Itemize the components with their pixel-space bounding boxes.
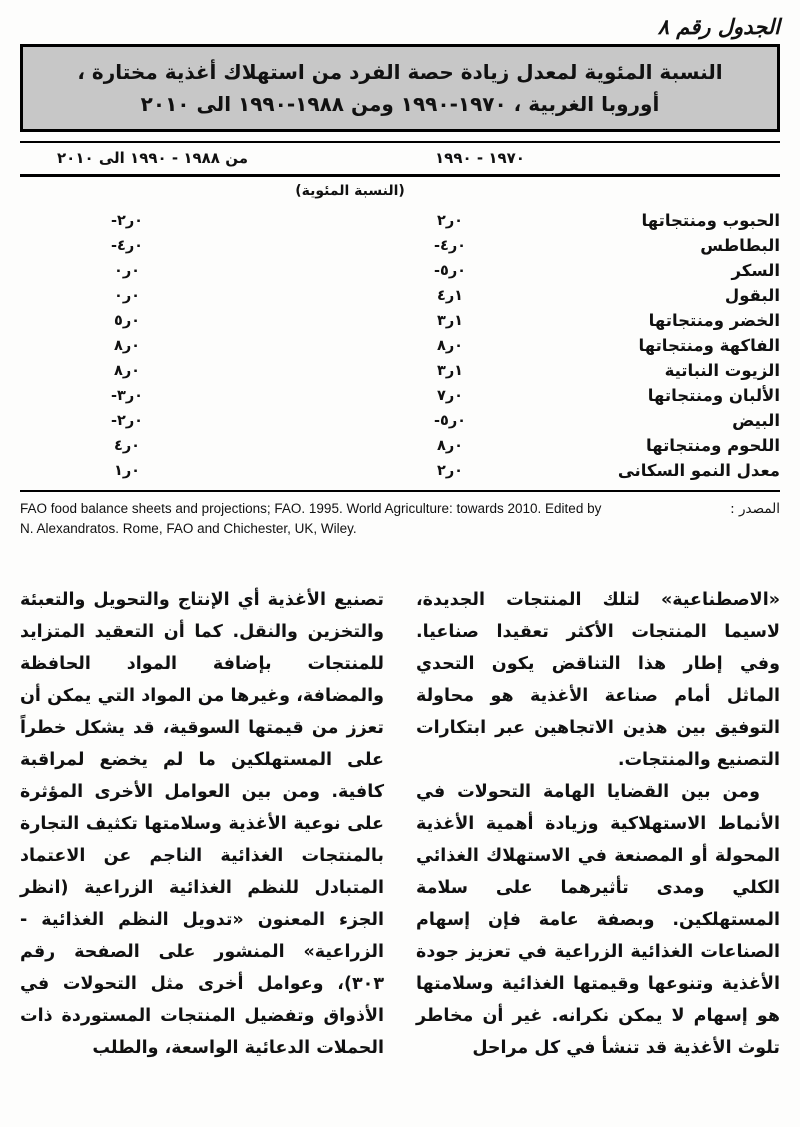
paragraph-right-1: «الاصطناعية» لتلك المنتجات الجديدة، لاسيما المنتجات الأكثر تعقيدا صناعيا. وفي إطار هذا التناقض يكون التحدي الماثل أمام صناعة الأغذية هو محاولة التوفيق بين هذين الاتجاهين عبر ابتكارات التصنيع والمنتجات. bbox=[416, 590, 780, 770]
table-row bbox=[20, 384, 780, 409]
table-row bbox=[20, 359, 780, 384]
value-period2: ٨ر٠ bbox=[113, 363, 141, 379]
row-label: السكر bbox=[731, 261, 780, 280]
value-period2: -٢ر٠ bbox=[110, 413, 144, 429]
value-period2: -٣ر٠ bbox=[110, 388, 144, 404]
row-label: البقول bbox=[724, 286, 780, 305]
value-period1: ٤ر١ bbox=[436, 288, 464, 304]
table-title-box bbox=[20, 44, 780, 132]
value-period2: ١ر٠ bbox=[113, 463, 141, 479]
value-period2: ٠ر٠ bbox=[113, 263, 141, 279]
paragraph-left-1: تصنيع الأغذية أي الإنتاج والتحويل والتعبئة والتخزين والنقل. كما أن التعقيد المتزايد للمنتجات بإضافة المواد الحافظة والمضافة، وغيرها من المواد التي يمكن أن تعزز من قيمتها السوقية، قد يشكل خطراً على المستهلكين ما لم يخضع لمراقبة كافية. ومن بين العوامل الأخرى المؤثرة على نوعية الأغذية وسلامتها تكثيف التجارة بالمنتجات الغذائية الناجم عن الاعتماد المتبادل للنظم الغذائية الزراعية (انظر الجزء المعنون «تدويل النظم الغذائية - الزراعية» المنشور على الصفحة رقم ٣٠٣)، وعوامل أخرى مثل التحولات في الأذواق وتفضيل المنتجات المستوردة ذات الحملات الدعائية الواسعة، والطلب bbox=[20, 590, 384, 1058]
value-period1: -٥ر٠ bbox=[433, 263, 467, 279]
value-period2: -٤ر٠ bbox=[110, 238, 144, 254]
value-period2: ٤ر٠ bbox=[113, 438, 141, 454]
row-label: اللحوم ومنتجاتها bbox=[646, 436, 780, 455]
value-period1: ٢ر٠ bbox=[436, 463, 464, 479]
table-title-line1: النسبة المئوية لمعدل زيادة حصة الفرد من استهلاك أغذية مختارة ، bbox=[77, 60, 723, 84]
source-label: المصدر : bbox=[730, 501, 780, 517]
value-period1: ٧ر٠ bbox=[436, 388, 464, 404]
body-text bbox=[20, 584, 780, 1064]
column-header-period1: ١٩٧٠ - ١٩٩٠ bbox=[435, 149, 525, 167]
source-note bbox=[20, 499, 780, 538]
row-label: الزيوت النباتية bbox=[664, 361, 780, 380]
source-text-line1: FAO food balance sheets and projections; FAO. 1995. World Agriculture: towards 2010. Edited by bbox=[20, 501, 602, 516]
table-row bbox=[20, 334, 780, 359]
table-row bbox=[20, 459, 780, 484]
row-label: الحبوب ومنتجاتها bbox=[641, 211, 780, 230]
row-label: البيض bbox=[732, 411, 780, 430]
paragraph-right-2: ومن بين القضايا الهامة التحولات في الأنماط الاستهلاكية وزيادة أهمية الأغذية المحولة أو المصنعة في الاستهلاك الغذائي الكلي ومدى تأثيرهما على سلامة المستهلكين. وبصفة عامة فإن إسهام الصناعات الغذائية الزراعية في تعزيز جودة الأغذية وتنوعها وقيمتها الغذائية وسلامتها هو إسهام لا يمكن نكرانه. غير أن مخاطر تلوث الأغذية قد تنشأ في كل مراحل bbox=[416, 782, 780, 1058]
table-header-row bbox=[20, 143, 780, 174]
table-row bbox=[20, 209, 780, 234]
body-column-right bbox=[416, 584, 780, 1064]
value-period2: ٥ر٠ bbox=[113, 313, 141, 329]
value-period1: -٤ر٠ bbox=[433, 238, 467, 254]
row-label: معدل النمو السكانى bbox=[617, 461, 780, 480]
column-header-period2: من ١٩٨٨ - ١٩٩٠ الى ٢٠١٠ bbox=[57, 149, 248, 167]
row-label: الخضر ومنتجاتها bbox=[648, 311, 780, 330]
table-caption: الجدول رقم ٨ bbox=[657, 15, 780, 39]
source-text-line2: N. Alexandratos. Rome, FAO and Chichester, UK, Wiley. bbox=[20, 521, 357, 536]
table-body bbox=[20, 207, 780, 490]
table-row bbox=[20, 409, 780, 434]
value-period2: ٠ر٠ bbox=[113, 288, 141, 304]
value-period2: -٢ر٠ bbox=[110, 213, 144, 229]
table-row bbox=[20, 309, 780, 334]
table-title-line2: أوروبا الغربية ، ١٩٧٠-١٩٩٠ ومن ١٩٨٨-١٩٩٠ الى ٢٠١٠ bbox=[140, 92, 660, 116]
unit-note: (النسبة المئوية) bbox=[295, 183, 405, 199]
unit-note-row bbox=[20, 177, 780, 207]
value-period1: ٨ر٠ bbox=[436, 338, 464, 354]
table-row bbox=[20, 434, 780, 459]
value-period1: ٨ر٠ bbox=[436, 438, 464, 454]
row-label: الألبان ومنتجاتها bbox=[647, 386, 780, 405]
table-row bbox=[20, 259, 780, 284]
table-row bbox=[20, 234, 780, 259]
value-period1: -٥ر٠ bbox=[433, 413, 467, 429]
value-period1: ٣ر١ bbox=[436, 313, 464, 329]
value-period1: ٢ر٠ bbox=[436, 213, 464, 229]
row-label: البطاطس bbox=[700, 236, 780, 255]
value-period2: ٨ر٠ bbox=[113, 338, 141, 354]
row-label: الفاكهة ومنتجاتها bbox=[638, 336, 780, 355]
divider-bottom bbox=[20, 490, 780, 492]
body-column-left bbox=[20, 584, 384, 1064]
value-period1: ٣ر١ bbox=[436, 363, 464, 379]
table-row bbox=[20, 284, 780, 309]
source-line1 bbox=[20, 499, 780, 519]
